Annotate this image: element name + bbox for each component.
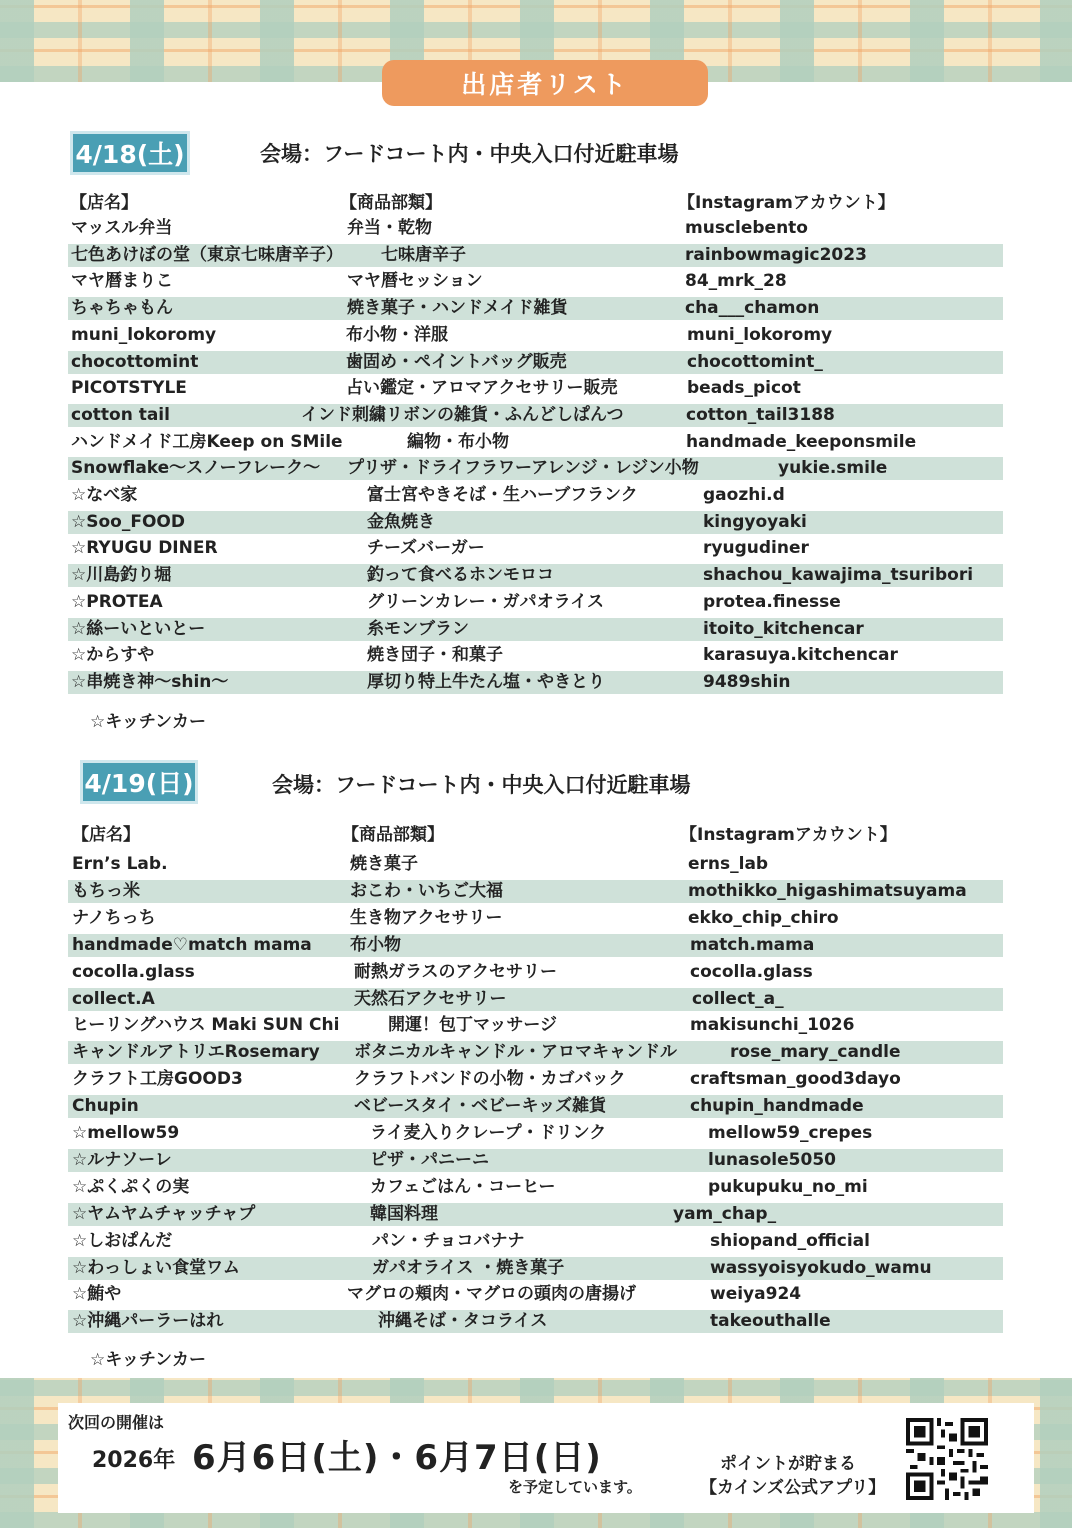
shop-name-cell: ☆ぷくぷくの実 xyxy=(72,1176,190,1197)
instagram-handle-cell[interactable]: protea.finesse xyxy=(703,591,841,612)
category-cell: 生き物アクセサリー xyxy=(350,907,503,928)
shop-name-cell: ☆なべ家 xyxy=(71,485,138,505)
table-row xyxy=(68,880,1003,903)
instagram-handle-cell[interactable]: yukie.smile xyxy=(778,458,888,479)
table-row xyxy=(68,1257,1003,1280)
table-row xyxy=(68,270,1003,293)
shop-name-cell: キャンドルアトリエRosemary xyxy=(72,1042,320,1063)
shop-name-cell: ハンドメイド工房Keep on SMile xyxy=(71,431,343,452)
table-row xyxy=(68,217,1003,240)
shop-name-cell: ヒーリングハウス Maki SUN Chi xyxy=(72,1015,340,1036)
shop-name-cell: ☆からすや xyxy=(71,645,155,666)
date-badge-day1: 4/18(土) xyxy=(70,131,190,175)
table-row xyxy=(68,431,1003,454)
shop-name-cell: 七色あけぼの堂（東京七味唐辛子） xyxy=(71,244,343,265)
instagram-handle-cell[interactable]: craftsman_good3dayo xyxy=(690,1069,901,1090)
shop-name-cell: ☆PROTEA xyxy=(71,591,163,612)
instagram-handle-cell[interactable]: mellow59_crepes xyxy=(708,1123,873,1143)
instagram-handle-cell[interactable]: mothikko_higashimatsuyama xyxy=(688,880,967,901)
instagram-handle-cell[interactable]: ekko_chip_chiro xyxy=(688,907,839,928)
shop-name-cell: ☆mellow59 xyxy=(72,1123,180,1143)
shop-name-cell: collect.A xyxy=(72,988,155,1009)
category-cell: 厚切り特上牛たん塩・やきとり xyxy=(367,671,605,692)
next-event-label: 次回の開催は xyxy=(68,1413,165,1432)
table-row xyxy=(68,961,1003,984)
category-cell: 韓国料理 xyxy=(370,1203,438,1224)
col-head-shop: 【店名】 xyxy=(70,193,138,213)
table-row xyxy=(68,537,1003,560)
category-cell: 布小物・洋服 xyxy=(346,324,448,345)
table-row xyxy=(68,377,1003,400)
kitchen-car-note: ☆キッチンカー xyxy=(90,712,207,732)
category-cell: チーズバーガー xyxy=(367,538,485,559)
table-row xyxy=(68,244,1003,267)
table-row xyxy=(68,671,1003,694)
instagram-handle-cell[interactable]: erns_lab xyxy=(688,854,769,874)
next-event-note: を予定しています。 xyxy=(508,1478,642,1496)
category-cell: 金魚焼き xyxy=(367,511,435,532)
shop-name-cell: もちっ米 xyxy=(72,880,140,901)
shop-name-cell: Ern’s Lab. xyxy=(72,854,168,874)
instagram-handle-cell[interactable]: pukupuku_no_mi xyxy=(708,1176,868,1197)
table-row xyxy=(68,988,1003,1011)
category-cell: マグロの頬肉・マグロの頭肉の唐揚げ xyxy=(347,1284,636,1305)
table-row xyxy=(68,1041,1003,1064)
instagram-handle-cell[interactable]: makisunchi_1026 xyxy=(690,1015,855,1036)
category-cell: おこわ・いちご大福 xyxy=(350,880,503,901)
table-row xyxy=(68,484,1003,507)
category-cell: 釣って食べるホンモロコ xyxy=(367,565,554,586)
instagram-handle-cell[interactable]: weiya924 xyxy=(710,1284,802,1305)
table-row xyxy=(68,351,1003,374)
shop-name-cell: マッスル弁当 xyxy=(71,218,173,238)
category-cell: グリーンカレー・ガパオライス xyxy=(367,591,604,612)
category-cell: 富士宮やきそば・生ハーブフランク xyxy=(367,485,638,505)
table-row xyxy=(68,1149,1003,1172)
table-row xyxy=(68,297,1003,320)
instagram-handle-cell[interactable]: wassyoisyokudo_wamu xyxy=(710,1257,932,1278)
instagram-handle-cell[interactable]: takeouthalle xyxy=(710,1311,831,1332)
category-cell: 糸モンブラン xyxy=(367,618,469,639)
table-row xyxy=(68,457,1003,480)
category-cell: 弁当・乾物 xyxy=(347,218,432,238)
shop-name-cell: cotton tail xyxy=(71,404,170,425)
instagram-handle-cell[interactable]: handmade_keeponsmile xyxy=(686,431,917,452)
category-cell: ガパオライス ・焼き菓子 xyxy=(372,1257,565,1278)
category-cell: 沖縄そば・タコライス xyxy=(378,1311,548,1332)
table-row xyxy=(68,1283,1003,1306)
category-cell: 七味唐辛子 xyxy=(381,244,466,265)
category-cell: ライ麦入りクレープ・ドリンク xyxy=(370,1123,607,1143)
category-cell: 焼き団子・和菓子 xyxy=(367,645,503,666)
instagram-handle-cell[interactable]: ryugudiner xyxy=(703,538,809,559)
shop-name-cell: handmade♡match mama xyxy=(72,934,312,955)
app-promo-line1: ポイントが貯まる xyxy=(720,1454,856,1474)
table-row xyxy=(68,1176,1003,1199)
table-row xyxy=(68,404,1003,427)
instagram-handle-cell[interactable]: kingyoyaki xyxy=(703,511,807,532)
category-cell: パン・チョコバナナ xyxy=(372,1230,525,1251)
shop-name-cell: muni_lokoromy xyxy=(71,324,217,345)
instagram-handle-cell[interactable]: beads_picot xyxy=(687,378,801,399)
category-cell: ベビースタイ・ベビーキッズ雑貨 xyxy=(354,1096,607,1117)
shop-name-cell: ☆ルナソーレ xyxy=(72,1149,172,1170)
category-cell: 天然石アクセサリー xyxy=(354,988,507,1009)
category-cell: ボタニカルキャンドル・アロマキャンドル xyxy=(354,1042,677,1063)
shop-name-cell: クラフト工房GOOD3 xyxy=(72,1069,243,1090)
category-cell: 布小物 xyxy=(350,934,401,955)
instagram-handle-cell[interactable]: itoito_kitchencar xyxy=(703,618,864,639)
shop-name-cell: ☆RYUGU DINER xyxy=(71,538,218,559)
category-cell: 焼き菓子 xyxy=(350,854,418,874)
instagram-handle-cell[interactable]: yam_chap_ xyxy=(673,1203,777,1224)
instagram-handle-cell[interactable]: rainbowmagic2023 xyxy=(685,244,867,265)
table-row xyxy=(68,591,1003,614)
table-row xyxy=(68,907,1003,930)
table-row xyxy=(68,324,1003,347)
venue-day1: 会場：フードコート内・中央入口付近駐車場 xyxy=(260,142,679,166)
table-row xyxy=(68,564,1003,587)
qr-code-icon[interactable] xyxy=(906,1418,988,1500)
instagram-handle-cell[interactable]: karasuya.kitchencar xyxy=(703,645,898,666)
instagram-handle-cell[interactable]: gaozhi.d xyxy=(703,485,785,505)
shop-name-cell: ちゃちゃもん xyxy=(71,298,173,319)
shop-name-cell: cocolla.glass xyxy=(72,961,195,982)
table-row xyxy=(68,1014,1003,1037)
table-row xyxy=(68,1095,1003,1118)
category-cell: プリザ・ドライフラワーアレンジ・レジン小物 xyxy=(347,458,699,479)
kitchen-car-note: ☆キッチンカー xyxy=(90,1350,207,1370)
col-head-category: 【商品部類】 xyxy=(342,825,444,845)
shop-name-cell: ☆しおぱんだ xyxy=(72,1230,173,1251)
instagram-handle-cell[interactable]: lunasole5050 xyxy=(708,1149,836,1170)
instagram-handle-cell[interactable]: rose_mary_candle xyxy=(730,1042,901,1063)
col-head-instagram: 【Instagramアカウント】 xyxy=(678,193,895,213)
col-head-shop: 【店名】 xyxy=(72,825,140,845)
table-row xyxy=(68,934,1003,957)
instagram-handle-cell[interactable]: collect_a_ xyxy=(692,988,784,1009)
instagram-handle-cell[interactable]: cotton_tail3188 xyxy=(686,404,835,425)
category-cell: 耐熱ガラスのアクセサリー xyxy=(354,961,557,982)
table-row xyxy=(68,1203,1003,1226)
instagram-handle-cell[interactable]: cha___chamon xyxy=(685,298,820,319)
instagram-handle-cell[interactable]: shachou_kawajima_tsuribori xyxy=(703,565,974,586)
instagram-handle-cell[interactable]: muni_lokoromy xyxy=(687,324,833,345)
shop-name-cell: マヤ暦まりこ xyxy=(71,271,173,292)
category-cell: インド刺繍リボンの雑貨・ふんどしぱんつ xyxy=(301,404,624,425)
table-row xyxy=(68,618,1003,641)
category-cell: ピザ・パニーニ xyxy=(370,1149,489,1170)
shop-name-cell: chocottomint xyxy=(71,351,199,372)
shop-name-cell: ☆鮪や xyxy=(72,1284,122,1305)
instagram-handle-cell[interactable]: 9489shin xyxy=(703,671,791,692)
category-cell: 焼き菓子・ハンドメイド雑貨 xyxy=(347,298,568,319)
category-cell: クラフトバンドの小物・カゴバック xyxy=(354,1069,626,1090)
instagram-handle-cell[interactable]: musclebento xyxy=(685,218,808,238)
venue-day2: 会場：フードコート内・中央入口付近駐車場 xyxy=(272,773,691,797)
table-row xyxy=(68,511,1003,534)
page-title: 出店者リスト xyxy=(382,60,708,106)
next-event-year: 2026年 xyxy=(92,1448,176,1473)
table-row xyxy=(68,1310,1003,1333)
app-promo-line2: 【カインズ公式アプリ】 xyxy=(700,1478,886,1498)
category-cell: カフェごはん・コーヒー xyxy=(370,1176,556,1197)
table-row xyxy=(68,1122,1003,1145)
table-row xyxy=(68,1230,1003,1253)
shop-name-cell: ☆串焼き神〜shin〜 xyxy=(71,671,229,692)
shop-name-cell: ☆ヤムヤムチャッチャプ xyxy=(72,1203,256,1224)
col-head-instagram: 【Instagramアカウント】 xyxy=(680,825,897,845)
instagram-handle-cell[interactable]: shiopand_official xyxy=(710,1230,870,1251)
shop-name-cell: ナノちっち xyxy=(72,907,156,928)
shop-name-cell: PICOTSTYLE xyxy=(71,378,187,399)
instagram-handle-cell[interactable]: cocolla.glass xyxy=(690,961,813,982)
instagram-handle-cell[interactable]: match.mama xyxy=(690,934,815,955)
category-cell: マヤ暦セッション xyxy=(347,271,483,292)
shop-name-cell: ☆沖縄パーラーはれ xyxy=(72,1311,224,1332)
shop-name-cell: Snowflake〜スノーフレーク〜 xyxy=(71,458,321,479)
date-badge-day2: 4/19(日) xyxy=(80,760,198,804)
table-row xyxy=(68,1068,1003,1091)
next-event-dates: 6月6日(土)・6月7日(日) xyxy=(192,1438,602,1478)
shop-name-cell: ☆わっしょい食堂ワム xyxy=(72,1257,240,1278)
shop-name-cell: ☆川島釣り堀 xyxy=(71,565,172,586)
col-head-category: 【商品部類】 xyxy=(340,193,442,213)
table-row xyxy=(68,644,1003,667)
shop-name-cell: Chupin xyxy=(72,1096,139,1117)
category-cell: 占い鑑定・アロマアクセサリー販売 xyxy=(346,378,618,399)
table-row xyxy=(68,853,1003,876)
category-cell: 編物・布小物 xyxy=(407,431,509,452)
instagram-handle-cell[interactable]: 84_mrk_28 xyxy=(685,271,787,292)
shop-name-cell: ☆Soo_FOOD xyxy=(71,511,185,532)
instagram-handle-cell[interactable]: chocottomint_ xyxy=(687,351,823,372)
instagram-handle-cell[interactable]: chupin_handmade xyxy=(690,1096,864,1117)
category-cell: 歯固め・ペイントバッグ販売 xyxy=(346,351,567,372)
shop-name-cell: ☆絲ーいといとー xyxy=(71,618,206,639)
category-cell: 開運！包丁マッサージ xyxy=(388,1015,557,1036)
